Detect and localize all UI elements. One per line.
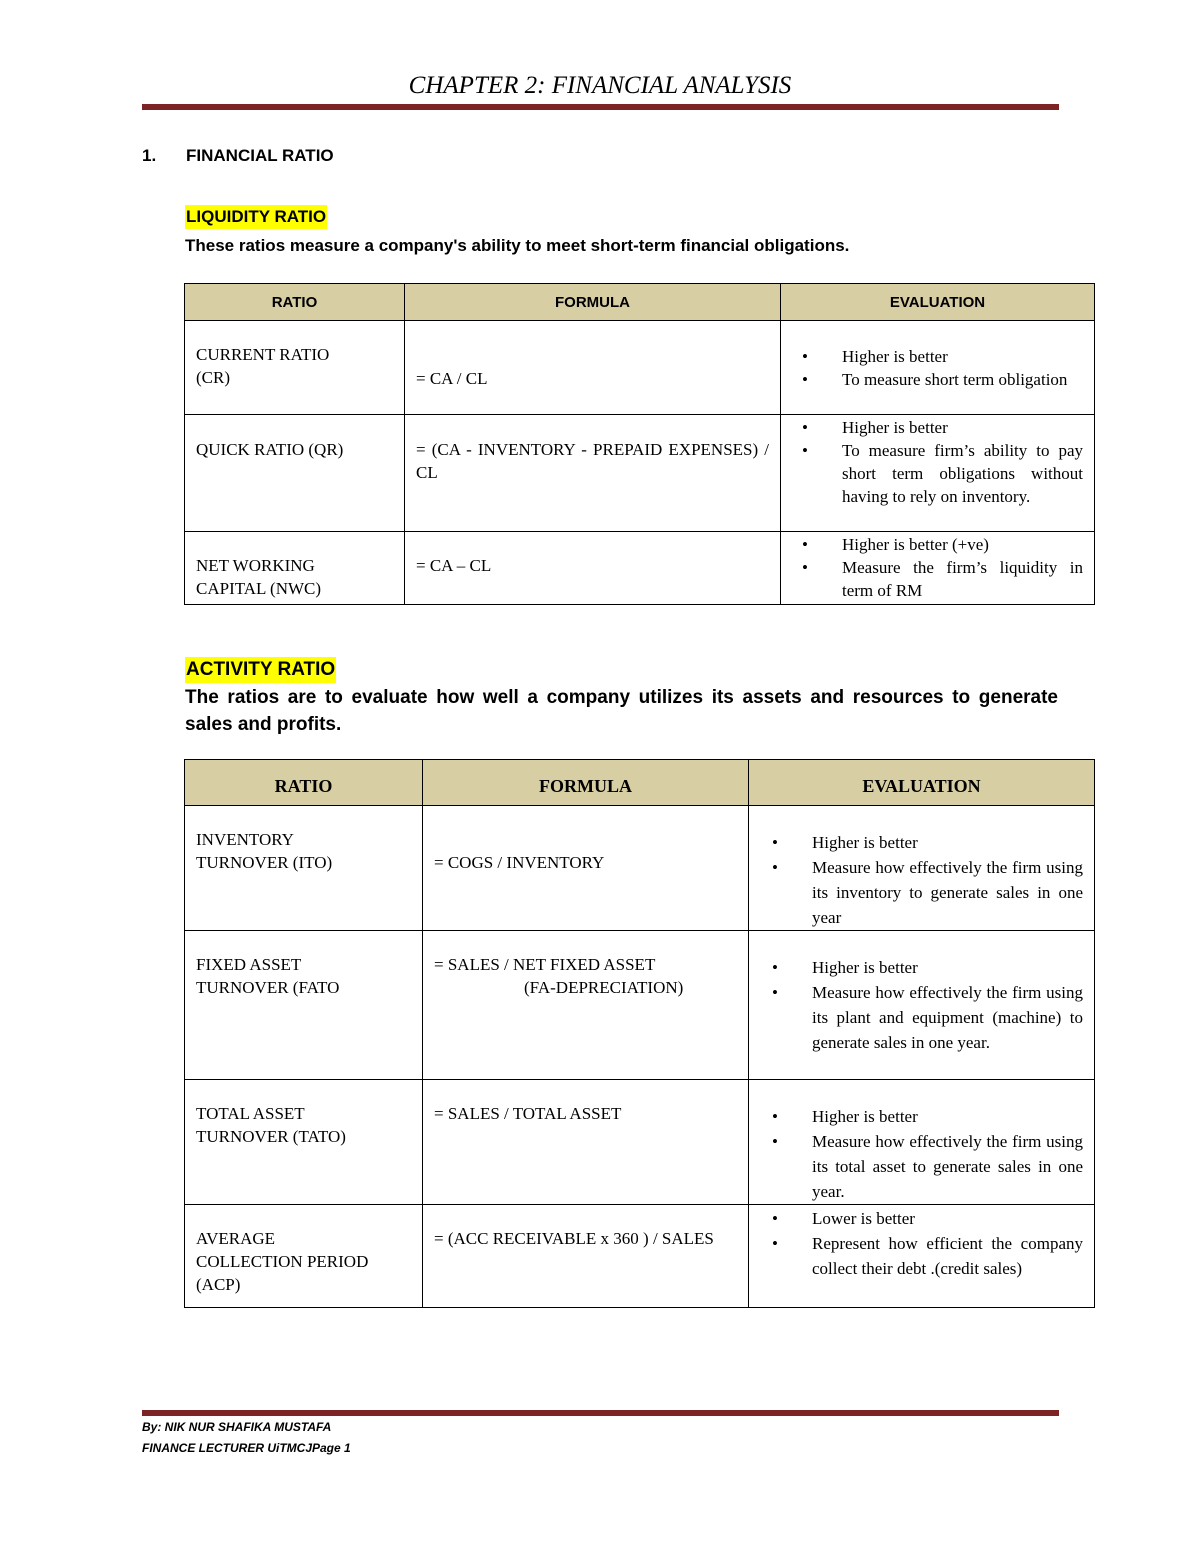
ratio-name: CAPITAL (NWC) (196, 579, 322, 598)
column-header: EVALUATION (781, 284, 1095, 321)
footer-rule (142, 1410, 1059, 1416)
ratio-name: (CR) (196, 368, 230, 387)
list-item: • Higher is better (812, 1104, 1083, 1129)
evaluation-cell (749, 1080, 1095, 1205)
evaluation-cell (781, 321, 1095, 415)
table-header-row (185, 284, 1095, 321)
table-row (185, 415, 1095, 532)
list-item: • Higher is better (842, 345, 1083, 368)
list-item: • Measure how effectively the firm using its total asset to generate sales in one year. (812, 1129, 1083, 1204)
ratio-name: COLLECTION PERIOD (196, 1252, 369, 1271)
list-item: • Represent how efficient the company collect their debt .(credit sales) (812, 1231, 1083, 1281)
list-item: • Measure how effectively the firm using its inventory to generate sales in one year (812, 855, 1083, 930)
column-header: EVALUATION (749, 760, 1095, 806)
evaluation-cell (749, 931, 1095, 1080)
formula-text: = SALES / NET FIXED ASSET (434, 955, 656, 974)
page-title: CHAPTER 2: FINANCIAL ANALYSIS (408, 72, 792, 99)
ratio-cell (185, 1080, 423, 1205)
ratio-name: TURNOVER (TATO) (196, 1127, 346, 1146)
ratio-name: AVERAGE (196, 1229, 276, 1248)
header-rule (142, 104, 1059, 110)
table-header-row (185, 760, 1095, 806)
list-item: • Higher is better (812, 830, 1083, 855)
liquidity-heading: LIQUIDITY RATIO (185, 205, 327, 229)
column-header: FORMULA (405, 284, 781, 321)
ratio-name: NET WORKING (196, 556, 315, 575)
evaluation-cell (781, 532, 1095, 605)
list-item: • To measure firm’s ability to pay short term obligations without having to rely on inventory. (842, 439, 1083, 508)
table-row (185, 321, 1095, 415)
liquidity-description: These ratios measure a company's ability to meet short-term financial obligations. (185, 236, 850, 255)
section-title: FINANCIAL RATIO (186, 146, 334, 165)
formula-cell: = (ACC RECEIVABLE x 360 ) / SALES (423, 1205, 749, 1308)
ratio-name: (ACP) (196, 1275, 241, 1294)
list-item: • Higher is better (842, 416, 1083, 439)
evaluation-cell (781, 415, 1095, 532)
section-number: 1. (142, 146, 157, 165)
evaluation-cell (749, 1205, 1095, 1308)
ratio-name: TURNOVER (ITO) (196, 853, 333, 872)
table-row (185, 931, 1095, 1080)
formula-cell (423, 931, 749, 1080)
formula-cell: = CA – CL (405, 532, 781, 605)
ratio-cell (185, 806, 423, 931)
column-header: FORMULA (423, 760, 749, 806)
ratio-name: INVENTORY (196, 830, 294, 849)
formula-cell: = COGS / INVENTORY (423, 806, 749, 931)
list-item: • Lower is better (812, 1206, 1083, 1231)
activity-description: The ratios are to evaluate how well a company utilizes its assets and resources to generate sales and profits. (185, 687, 1058, 735)
table-row (185, 806, 1095, 931)
ratio-cell (185, 532, 405, 605)
formula-cell: = CA / CL (405, 321, 781, 415)
ratio-cell (185, 415, 405, 532)
table-row (185, 532, 1095, 605)
formula-subtext: (FA-DEPRECIATION) (524, 978, 684, 997)
ratio-name: CURRENT RATIO (196, 345, 330, 364)
ratio-cell (185, 931, 423, 1080)
ratio-name: QUICK RATIO (QR) (196, 440, 344, 459)
liquidity-table (184, 283, 1095, 605)
list-item: • Higher is better (812, 955, 1083, 980)
ratio-cell (185, 1205, 423, 1308)
ratio-name: TURNOVER (FATO (196, 978, 340, 997)
activity-table (184, 759, 1095, 1308)
formula-cell: = SALES / TOTAL ASSET (423, 1080, 749, 1205)
section-heading (142, 146, 334, 166)
evaluation-cell (749, 806, 1095, 931)
table-row (185, 1080, 1095, 1205)
table-row (185, 1205, 1095, 1308)
list-item: • To measure short term obligation (842, 368, 1083, 391)
ratio-name: FIXED ASSET (196, 955, 302, 974)
footer-author: By: NIK NUR SHAFIKA MUSTAFA (142, 1420, 332, 1434)
ratio-name: TOTAL ASSET (196, 1104, 305, 1123)
column-header: RATIO (185, 284, 405, 321)
column-header: RATIO (185, 760, 423, 806)
list-item: • Measure the firm’s liquidity in term of RM (842, 556, 1083, 602)
list-item: • Measure how effectively the firm using its plant and equipment (machine) to generate sales in one year. (812, 980, 1083, 1055)
ratio-cell (185, 321, 405, 415)
footer-page-info: FINANCE LECTURER UiTMCJPage 1 (142, 1441, 351, 1455)
formula-cell: = (CA - INVENTORY - PREPAID EXPENSES) / CL (405, 415, 781, 532)
list-item: • Higher is better (+ve) (842, 533, 1083, 556)
activity-heading: ACTIVITY RATIO (185, 657, 336, 683)
